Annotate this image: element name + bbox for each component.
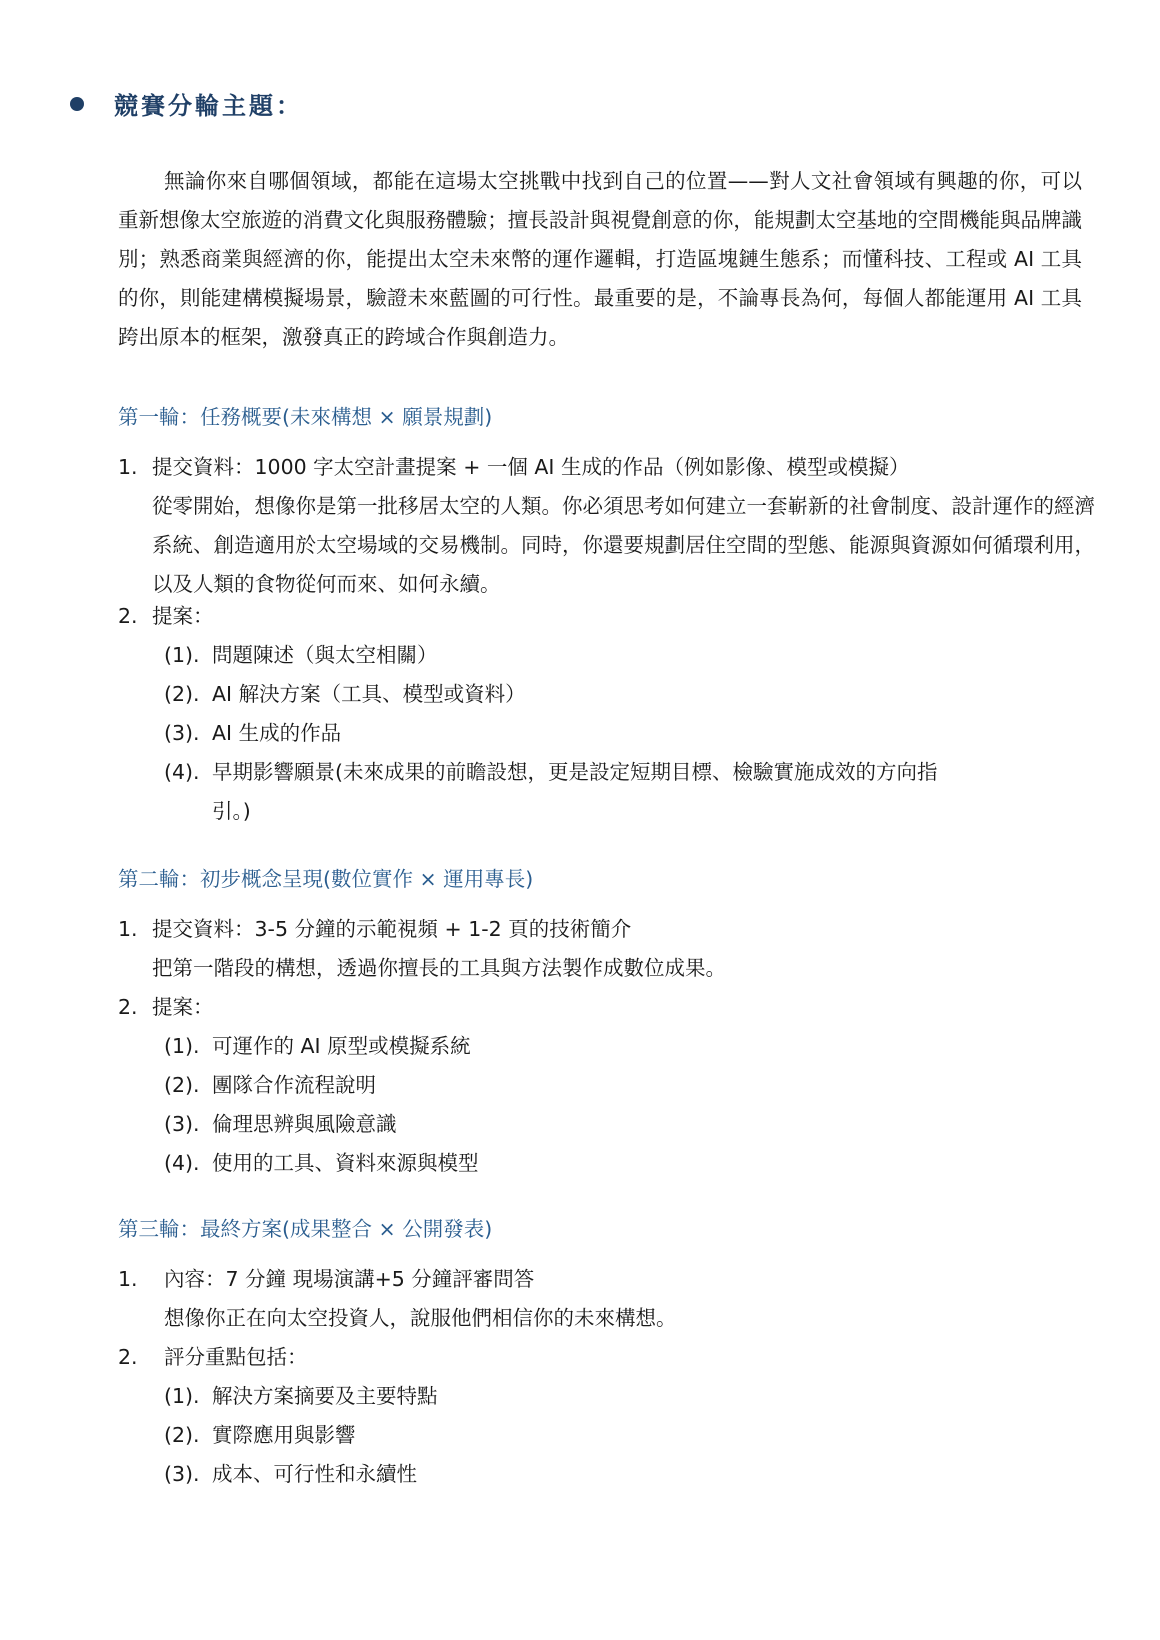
round-3-item-1	[118, 1260, 1098, 1299]
item-text: 評分重點包括：	[164, 1345, 308, 1369]
sub-text: 團隊合作流程說明	[212, 1073, 376, 1097]
item-text: 提交資料：3-5 分鐘的示範視頻 + 1-2 頁的技術簡介	[152, 917, 632, 941]
item-text: 提案：	[152, 604, 214, 628]
bullet-icon	[70, 97, 84, 111]
round-2-description: 把第一階段的構想，透過你擅長的工具與方法製作成數位成果。	[152, 956, 726, 980]
sub-number: (1).	[164, 1034, 200, 1058]
sub-text: 實際應用與影響	[212, 1423, 356, 1447]
sub-text: 可運作的 AI 原型或模擬系統	[212, 1034, 471, 1058]
round-3-description: 想像你正在向太空投資人，說服他們相信你的未來構想。	[164, 1306, 677, 1330]
sub-text: 使用的工具、資料來源與模型	[212, 1151, 479, 1175]
sub-number: (3).	[164, 721, 200, 745]
item-number: 2.	[118, 995, 138, 1019]
round-2-item-2	[118, 988, 1098, 1027]
round-1-sub-3	[164, 714, 1064, 753]
item-number: 1.	[118, 455, 138, 479]
sub-text: 解決方案摘要及主要特點	[212, 1384, 438, 1408]
item-number: 1.	[118, 917, 138, 941]
main-heading	[70, 86, 303, 121]
round-2-sub-1	[164, 1027, 1064, 1066]
round-2-item-1	[118, 910, 1098, 949]
intro-paragraph: 無論你來自哪個領域，都能在這場太空挑戰中找到自己的位置——對人文社會領域有興趣的你，可以重新想像太空旅遊的消費文化與服務體驗；擅長設計與視覺創意的你，能規劃太空基地的空間機能與品牌識別；熟悉商業與經濟的你，能提出太空未來幣的運作邏輯，打造區塊鏈生態系；而懂科技、工程或 AI 工具的你，則能建構模擬場景，驗證未來藍圖的可行性。最重要的是，不論專長為何，每個人都能運用 AI 工具 跨出原本的框架，激發真正的跨域合作與創造力。	[118, 169, 1082, 349]
item-text: 提交資料：1000 字太空計畫提案 + 一個 AI 生成的作品（例如影像、模型或模擬）	[152, 455, 910, 479]
round-1-sub-2	[164, 675, 1064, 714]
item-text: 內容：7 分鐘 現場演講+5 分鐘評審問答	[164, 1267, 535, 1291]
sub-number: (1).	[164, 643, 200, 667]
round-3-sub-2	[164, 1416, 1064, 1455]
sub-text: AI 生成的作品	[212, 721, 342, 745]
round-2-sub-2	[164, 1066, 1064, 1105]
round-1-sub-4	[164, 753, 1064, 792]
round-2-sub-3	[164, 1105, 1064, 1144]
sub-text: 早期影響願景(未來成果的前瞻設想，更是設定短期目標、檢驗實施成效的方向指	[212, 760, 938, 784]
round-1-item-1	[118, 448, 1098, 487]
item-text: 提案：	[152, 995, 214, 1019]
sub-text: 問題陳述（與太空相關）	[212, 643, 438, 667]
sub-text: 成本、可行性和永續性	[212, 1462, 417, 1486]
sub-number: (2).	[164, 682, 200, 706]
sub-number: (4).	[164, 1151, 200, 1175]
sub-number: (4).	[164, 760, 200, 784]
round-2-sub-4	[164, 1144, 1064, 1183]
round-2-heading: 第二輪：初步概念呈現(數位實作 × 運用專長)	[118, 867, 534, 891]
round-1-description: 從零開始，想像你是第一批移居太空的人類。你必須思考如何建立一套嶄新的社會制度、設計運作的經濟系統、創造適用於太空場域的交易機制。同時，你還要規劃居住空間的型態、能源與資源如何循環利用，以及人類的食物從何而來、如何永續。	[152, 494, 1095, 596]
item-number: 2.	[118, 604, 138, 628]
round-3-item-2	[118, 1338, 1098, 1377]
round-1-heading: 第一輪：任務概要(未來構想 × 願景規劃)	[118, 405, 493, 429]
sub-number: (3).	[164, 1112, 200, 1136]
sub-number: (2).	[164, 1423, 200, 1447]
round-3-heading: 第三輪：最終方案(成果整合 × 公開發表)	[118, 1217, 493, 1241]
sub-text: AI 解決方案（工具、模型或資料）	[212, 682, 526, 706]
main-heading-title: 競賽分輪主題：	[114, 92, 303, 120]
round-3-sub-1	[164, 1377, 1064, 1416]
sub-number: (3).	[164, 1462, 200, 1486]
sub-number: (2).	[164, 1073, 200, 1097]
sub-number: (1).	[164, 1384, 200, 1408]
round-1-item-2	[118, 597, 1098, 636]
round-3-sub-3	[164, 1455, 1064, 1494]
sub-text: 倫理思辨與風險意識	[212, 1112, 397, 1136]
item-number: 2.	[118, 1345, 138, 1369]
round-1-sub-4-continuation: 引。)	[212, 799, 251, 823]
item-number: 1.	[118, 1267, 138, 1291]
round-1-sub-1	[164, 636, 1064, 675]
